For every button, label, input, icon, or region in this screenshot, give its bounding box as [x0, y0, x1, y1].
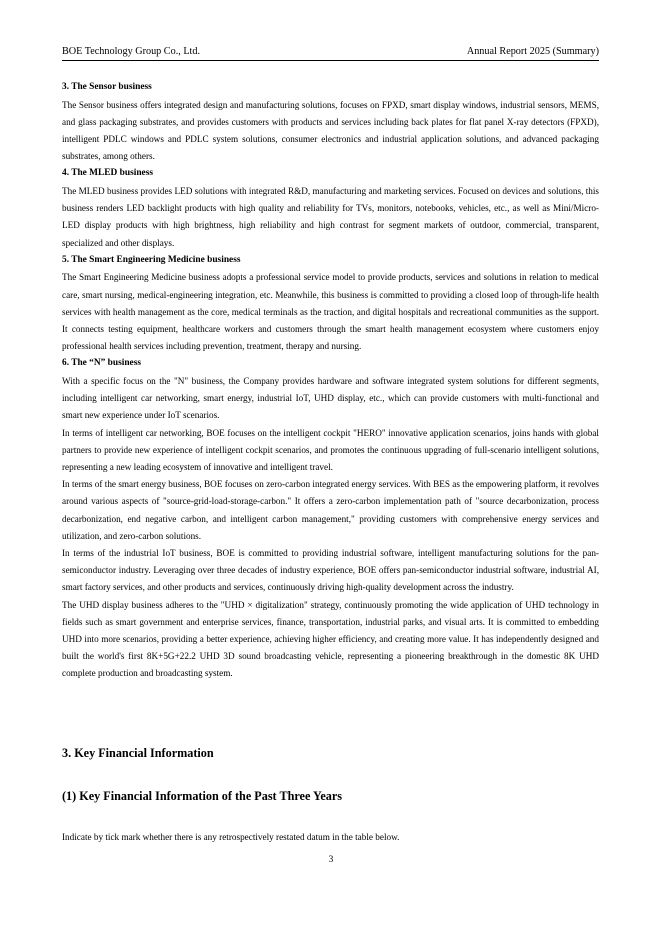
medicine-heading: 5. The Smart Engineering Medicine business	[62, 254, 241, 265]
n-business-paragraph-energy: In terms of the smart energy business, BOE focuses on zero-carbon integrated energy services. With BES as the empowering platform, it revolves around various aspects of "source-grid-load-storage-carbon." It offers a zero-carbon implementation path of "source decarbonization, process decarbonization, end negative carbon, and intelligent carbon management," providing customers with comprehensive energy services and utilization, and zero-carbon solutions.	[62, 479, 599, 541]
key-financial-subheading: (1) Key Financial Information of the Past Three Years	[62, 789, 343, 803]
page-header	[62, 46, 599, 60]
n-business-heading: 6. The “N” business	[62, 358, 142, 369]
sensor-heading: 3. The Sensor business	[62, 82, 152, 92]
header-report-title: Annual Report 2025 (Summary)	[466, 46, 599, 57]
n-business-paragraph-car: In terms of intelligent car networking, BOE focuses on the intelligent cockpit "HERO" innovative application scenarios, joins hands with global partners to provide new experience of intelligent cockpit scenarios, and promotes the continuous upgrading of full-scenario intelligent solutions, representing a new leading ecosystem of innovative and intelligent travel.	[62, 427, 599, 473]
header-rule	[62, 60, 599, 61]
mled-paragraph: The MLED business provides LED solutions with integrated R&D, manufacturing and marketing services. Focused on devices and solutions, this business renders LED backlight products with high quality and reliability for TVs, monitors, notebooks, vehicles, etc., as well as Mini/Micro-LED display products with high brightness, high reliability and high contrast for segment markets of outdoor, commercial, transparent, specialized and other displays.	[62, 186, 599, 248]
medicine-paragraph: The Smart Engineering Medicine business adopts a professional service model to provide products, services and solutions in relation to medical care, smart nursing, medical-engineering integration, etc. Meanwhile, this business is committed to providing a closed loop of through-life health services with health management as the core, medical terminals as the traction, and digital hospitals and recreational communities as the support. It connects testing equipment, healthcare workers and customers through the smart health management ecosystem where customers enjoy professional health services including prevention, treatment, therapy and nursing.	[62, 272, 599, 352]
page-number: 3	[328, 855, 334, 865]
key-financial-heading: 3. Key Financial Information	[62, 746, 214, 760]
n-business-paragraph-intro: With a specific focus on the "N" business, the Company provides hardware and software integrated system solutions for different segments, including intelligent car networking, smart energy, industrial IoT, UHD display, etc., which can provide customers with multi-functional and smart new experience under IoT scenarios.	[62, 376, 599, 421]
n-business-paragraph-iot: In terms of the industrial IoT business, BOE is committed to providing industrial software, intelligent manufacturing solutions for the pan-semiconductor industry. Leveraging over three decades of industry experience, BOE offers pan-semiconductor industrial software, industrial AI, smart factory services, and other products and services, continuously driving high-quality development across the industry.	[62, 548, 599, 593]
body-content	[62, 79, 599, 683]
n-business-paragraph-uhd: The UHD display business adheres to the "UHD × digitalization" strategy, continuously promoting the wide application of UHD technology in fields such as smart government and enterprise services, finance, transportation, industrial parks, and visual arts. It is committed to embedding UHD into more scenarios, providing a better experience, achieving higher efficiency, and creating more value. It has independently designed and built the world's first 8K+5G+22.2 UHD 3D sound broadcasting vehicle, representing a pioneering breakthrough in the domestic 8K UHD complete production and broadcasting system.	[62, 599, 599, 679]
restatement-note: Indicate by tick mark whether there is any retrospectively restated datum in the table below.	[62, 832, 400, 842]
header-company: BOE Technology Group Co., Ltd.	[62, 46, 201, 57]
sensor-paragraph: The Sensor business offers integrated design and manufacturing solutions, focuses on FPXD, smart display windows, industrial sensors, MEMS, and glass packaging substrates, and provides customers with products and services including back plates for flat panel X-ray detectors (FPXD), intelligent PDLC windows and PDLC system solutions, consumer electronics and industrial application solutions, and advanced packaging substrates, among others.	[62, 99, 599, 162]
mled-heading: 4. The MLED business	[62, 168, 153, 179]
